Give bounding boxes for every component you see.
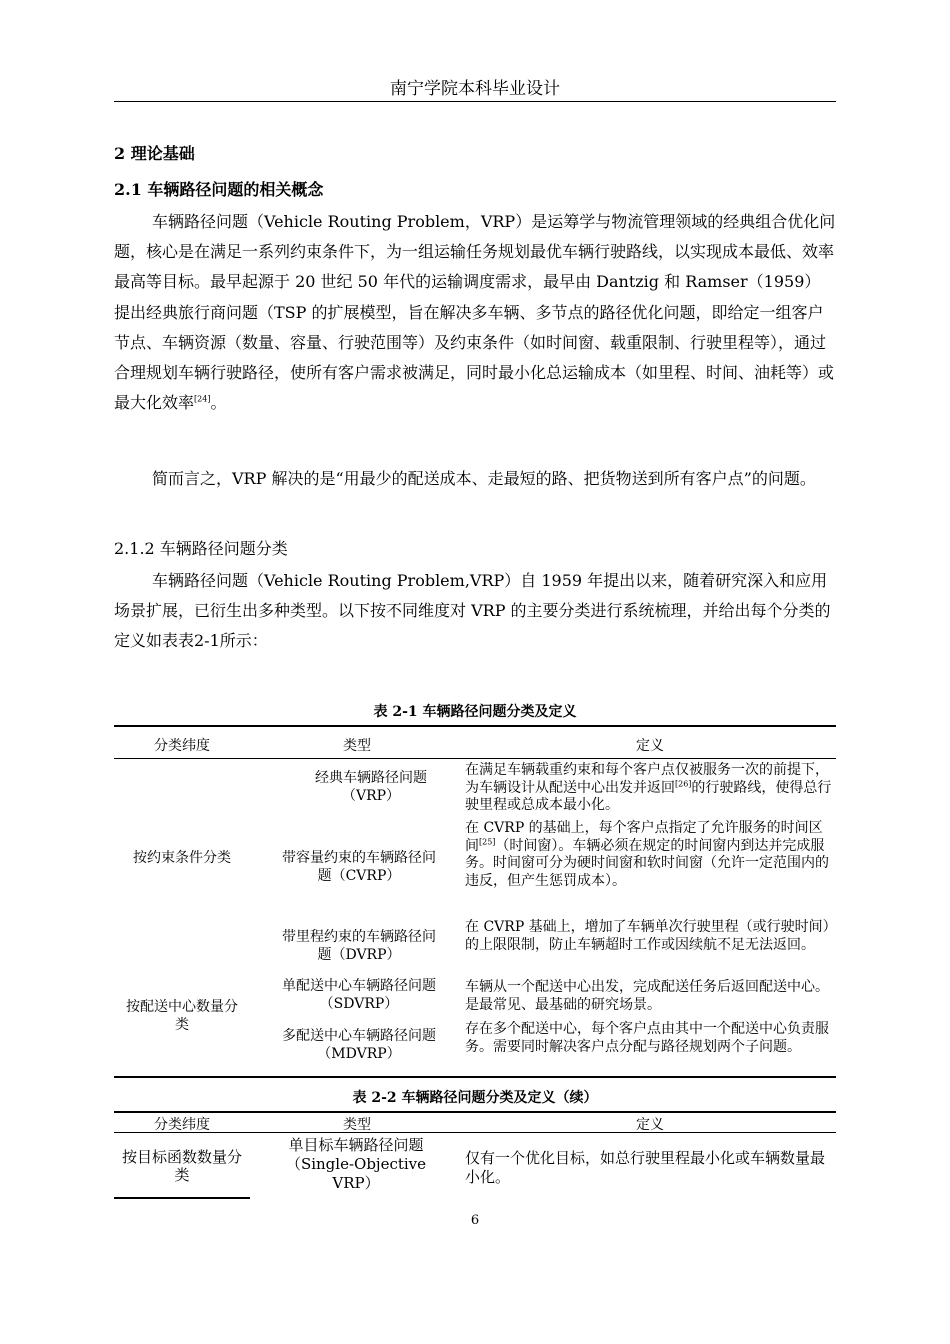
- table-caption: 表 2-1 车辆路径问题分类及定义: [373, 704, 577, 720]
- table-row-type: 带容量约束的车辆路径问题（CVRP）: [282, 850, 436, 884]
- table-row-definition: 存在多个配送中心，每个客户点由其中一个配送中心负责服务。需要同时解决客户点分配与路径规划两个子问题。: [465, 1021, 829, 1055]
- page-number: 6: [470, 1213, 480, 1228]
- table-row-definition: 在满足车辆载重约束和每个客户点仅被服务一次的前提下，为车辆设计从配送中心出发并返回[26]的行驶路线，使得总行驶里程或总成本最小化。: [465, 762, 832, 813]
- running-header: 南宁学院本科毕业设计: [390, 79, 560, 99]
- table-row-type: 多配送中心车辆路径问题（MDVRP）: [282, 1028, 436, 1062]
- table-row-definition: 在 CVRP 的基础上，每个客户点指定了允许服务的时间区间[25]（时间窗）。车辆必须在规定的时间窗内到达并完成服务。时间窗可分为硬时间窗和软时间窗（允许一定范围内的违反，但产生惩罚成本）。: [465, 820, 829, 889]
- table-row-definition: 车辆从一个配送中心出发，完成配送任务后返回配送中心。是最常见、最基础的研究场景。: [465, 979, 829, 1013]
- table-group-depot: 按配送中心数量分类: [126, 999, 238, 1033]
- table-row-type: 经典车辆路径问题（VRP）: [315, 770, 427, 804]
- paragraph-vrp-definition: [114, 207, 836, 418]
- table-header-rule: [114, 1132, 836, 1133]
- subsection-heading: 2.1.2 车辆路径问题分类: [114, 539, 288, 558]
- table-bottom-rule: [114, 1076, 836, 1078]
- table-header-dimension: 分类纬度: [154, 738, 210, 754]
- citation: [24]: [194, 394, 211, 404]
- table-top-rule: [114, 1111, 836, 1113]
- table-group-constraint: 按约束条件分类: [133, 850, 231, 866]
- table-partial-bottom-rule: [114, 1197, 250, 1199]
- table-row-definition: 在 CVRP 基础上，增加了车辆单次行驶里程（或行驶时间）的上限限制，防止车辆超时工作或因续航不足无法返回。: [465, 919, 830, 953]
- table-header-definition: 定义: [636, 1117, 664, 1133]
- table-header-definition: 定义: [636, 738, 664, 754]
- table-header-type: 类型: [343, 738, 371, 754]
- table-group-objective: 按目标函数数量分类: [122, 1148, 243, 1184]
- table-top-rule: [114, 725, 836, 727]
- table-header-dimension: 分类纬度: [154, 1117, 210, 1133]
- table-row-type: 带里程约束的车辆路径问题（DVRP）: [282, 929, 436, 963]
- paragraph-end: 。: [210, 393, 227, 413]
- paragraph-classification-intro: 车辆路径问题（Vehicle Routing Problem,VRP）自 1959 年提出以来，随着研究深入和应用场景扩展，已衍生出多种类型。以下按不同维度对 VRP 的主要分类进行系统梳理，并给出每个分类的定义如表表2-1所示：: [114, 571, 831, 651]
- table-caption: 表 2-2 车辆路径问题分类及定义（续）: [352, 1090, 598, 1106]
- paragraph-text: 车辆路径问题（Vehicle Routing Problem，VRP）是运筹学与物流管理领域的经典组合优化问题，核心是在满足一系列约束条件下，为一组运输任务规划最优车辆行驶路线，以实现成本最低、效率最高等目标。最早起源于 20 世纪 50 年代的运输调度需求，最早由 Dantzig 和 Ramser（1959）提出经典旅行商问题（TSP 的扩展模型，旨在解决多车辆、多节点的路径优化问题，即给定一组客户节点、车辆资源（数量、容量、行驶范围等）及约束条件（如时间窗、载重限制、行驶里程等），通过合理规划车辆行驶路径，使所有客户需求被满足，同时最小化总运输成本（如里程、时间、油耗等）或最大化效率: [114, 212, 836, 413]
- table-header-rule: [114, 758, 836, 759]
- header-rule: [114, 101, 836, 102]
- table-row-definition: 仅有一个优化目标，如总行驶里程最小化或车辆数量最小化。: [465, 1149, 826, 1186]
- table-row-type: 单配送中心车辆路径问题（SDVRP）: [282, 978, 436, 1012]
- chapter-heading: 2 理论基础: [114, 144, 195, 163]
- section-heading: 2.1 车辆路径问题的相关概念: [114, 180, 324, 199]
- table-row-type: 单目标车辆路径问题（Single-Objective VRP）: [285, 1136, 427, 1192]
- paragraph-summary: 简而言之，VRP 解决的是“用最少的配送成本、走最短的路、把货物送到所有客户点”的问题。: [152, 469, 816, 488]
- table-header-type: 类型: [343, 1117, 371, 1133]
